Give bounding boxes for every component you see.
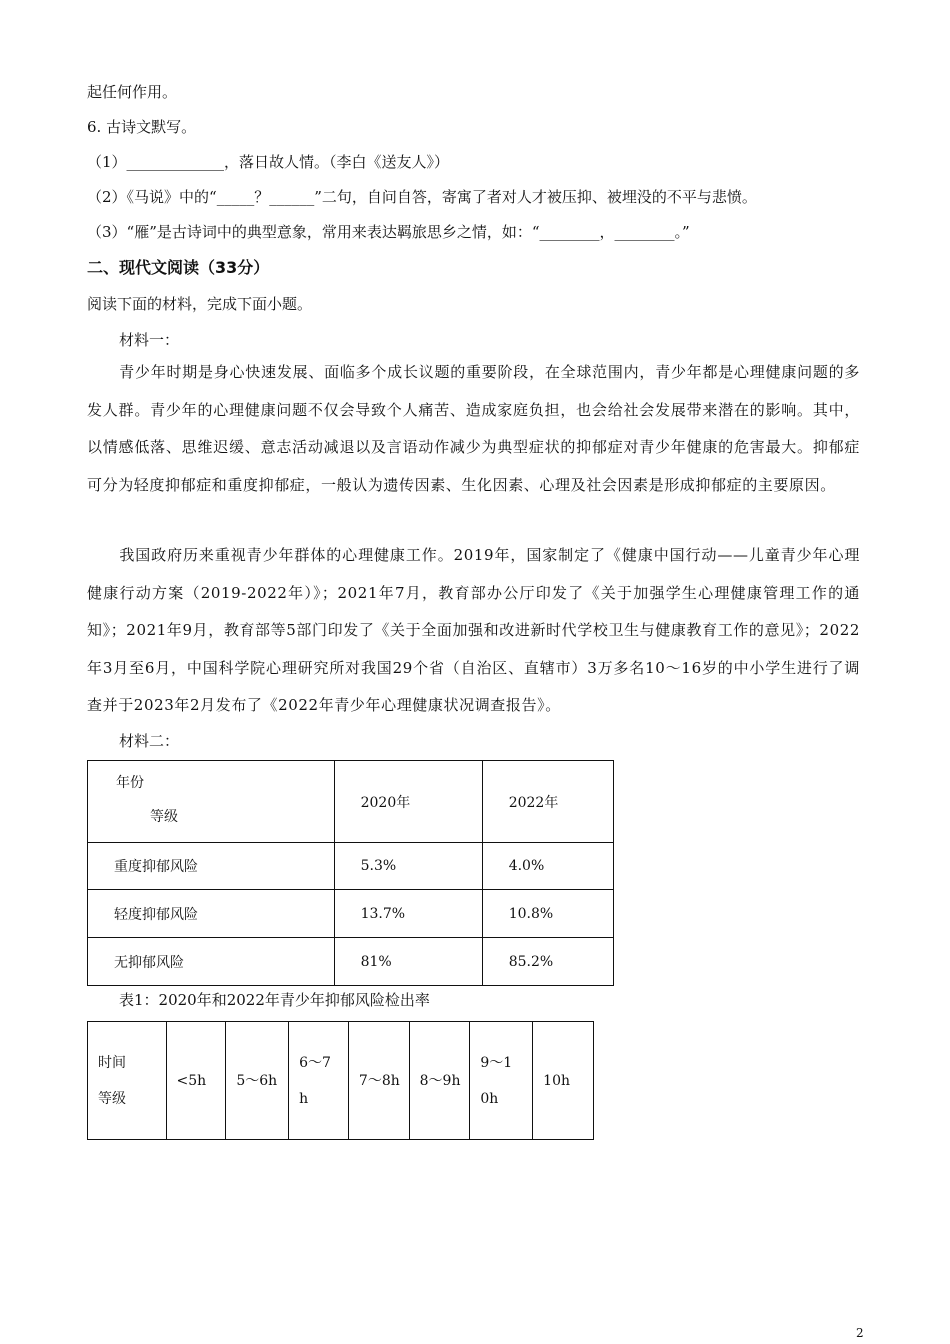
para1-text: 青少年时期是身心快速发展、面临多个成长议题的重要阶段，在全球范围内，青少年都是心理健康问题的多发人群。青少年的心理健康问题不仅会导致个人痛苦、造成家庭负担，也会给社会发展带来潜在的影响。其中，以情感低落、思维迟缓、意志活动减退以及言语动作减少为典型症状的抑郁症对青少年健康的危害最大。抑郁症可分为轻度抑郁症和重度抑郁症，一般认为遗传因素、生化因素、心理及社会因素是形成抑郁症的主要原因。 [87,363,860,494]
table1-corner-cell [88,761,335,843]
question-6-item-1: （1）_____________，落日故人情。（李白《送友人》） [87,153,450,171]
table1-row-label: 轻度抑郁风险 [88,890,335,938]
table1-cell: 10.8% [482,890,613,938]
page-number: 2 [856,1326,864,1340]
table1-cell: 85.2% [482,938,613,986]
material1-paragraph-2 [87,537,860,725]
reading-instruction: 阅读下面的材料，完成下面小题。 [87,295,313,313]
question-6-title: 6. 古诗文默写。 [87,118,197,136]
text-line-1: 起任何作用。 [87,83,178,101]
table2-header-level: 等级 [98,1090,126,1107]
question-6-item-3: （3）“雁”是古诗词中的典型意象，常用来表达羁旅思乡之情，如：“________，________。” [87,223,690,241]
para2-text: 我国政府历来重视青少年群体的心理健康工作。2019年，国家制定了《健康中国行动——儿童青少年心理健康行动方案（2019-2022年）》；2021年7月，教育部办公厅印发了《关于加强学生心理健康管理工作的通知》；2021年9月，教育部等5部门印发了《关于全面加强和改进新时代学校卫生与健康教育工作的意见》；2022年3月至6月，中国科学院心理研究所对我国29个省（自治区、直辖市）3万多名10～16岁的中小学生进行了调查并于2023年2月发布了《2022年青少年心理健康状况调查报告》。 [87,546,860,714]
material2-label: 材料二： [119,732,180,750]
table2-corner-cell [88,1022,167,1140]
table2-col [289,1022,349,1140]
sleep-time-table [87,1021,594,1140]
table2-col-text: 6～7h [299,1054,331,1107]
table1-cell: 13.7% [334,890,482,938]
table1-col-2020: 2020年 [334,761,482,843]
table2-col: <5h [166,1022,226,1140]
section-heading: 二、现代文阅读（33分） [87,258,270,277]
table1-col-2022: 2022年 [482,761,613,843]
question-6-item-2: （2）《马说》中的“_____？______”二句，自问自答，寄寓了者对人才被压抑、被埋没的不平与悲愤。 [87,188,757,206]
table2-col: 7～8h [348,1022,409,1140]
table1-cell: 5.3% [334,843,482,890]
table1-row-label: 无抑郁风险 [88,938,335,986]
material1-paragraph-1 [87,354,860,504]
depression-risk-table [87,760,614,986]
material1-label: 材料一： [119,331,180,349]
table1-row-label: 重度抑郁风险 [88,843,335,890]
table1-header-level: 等级 [150,808,178,825]
table2-header-time: 时间 [98,1054,126,1071]
table1-cell: 4.0% [482,843,613,890]
table1-header-year: 年份 [116,774,144,791]
table2-col: 10h [533,1022,594,1140]
table2-col-text: 9～10h [480,1054,513,1107]
table2-col: 5～6h [226,1022,289,1140]
table2-col: 8～9h [409,1022,470,1140]
table1-caption: 表1：2020年和2022年青少年抑郁风险检出率 [119,991,430,1009]
table1-cell: 81% [334,938,482,986]
table2-col [470,1022,533,1140]
